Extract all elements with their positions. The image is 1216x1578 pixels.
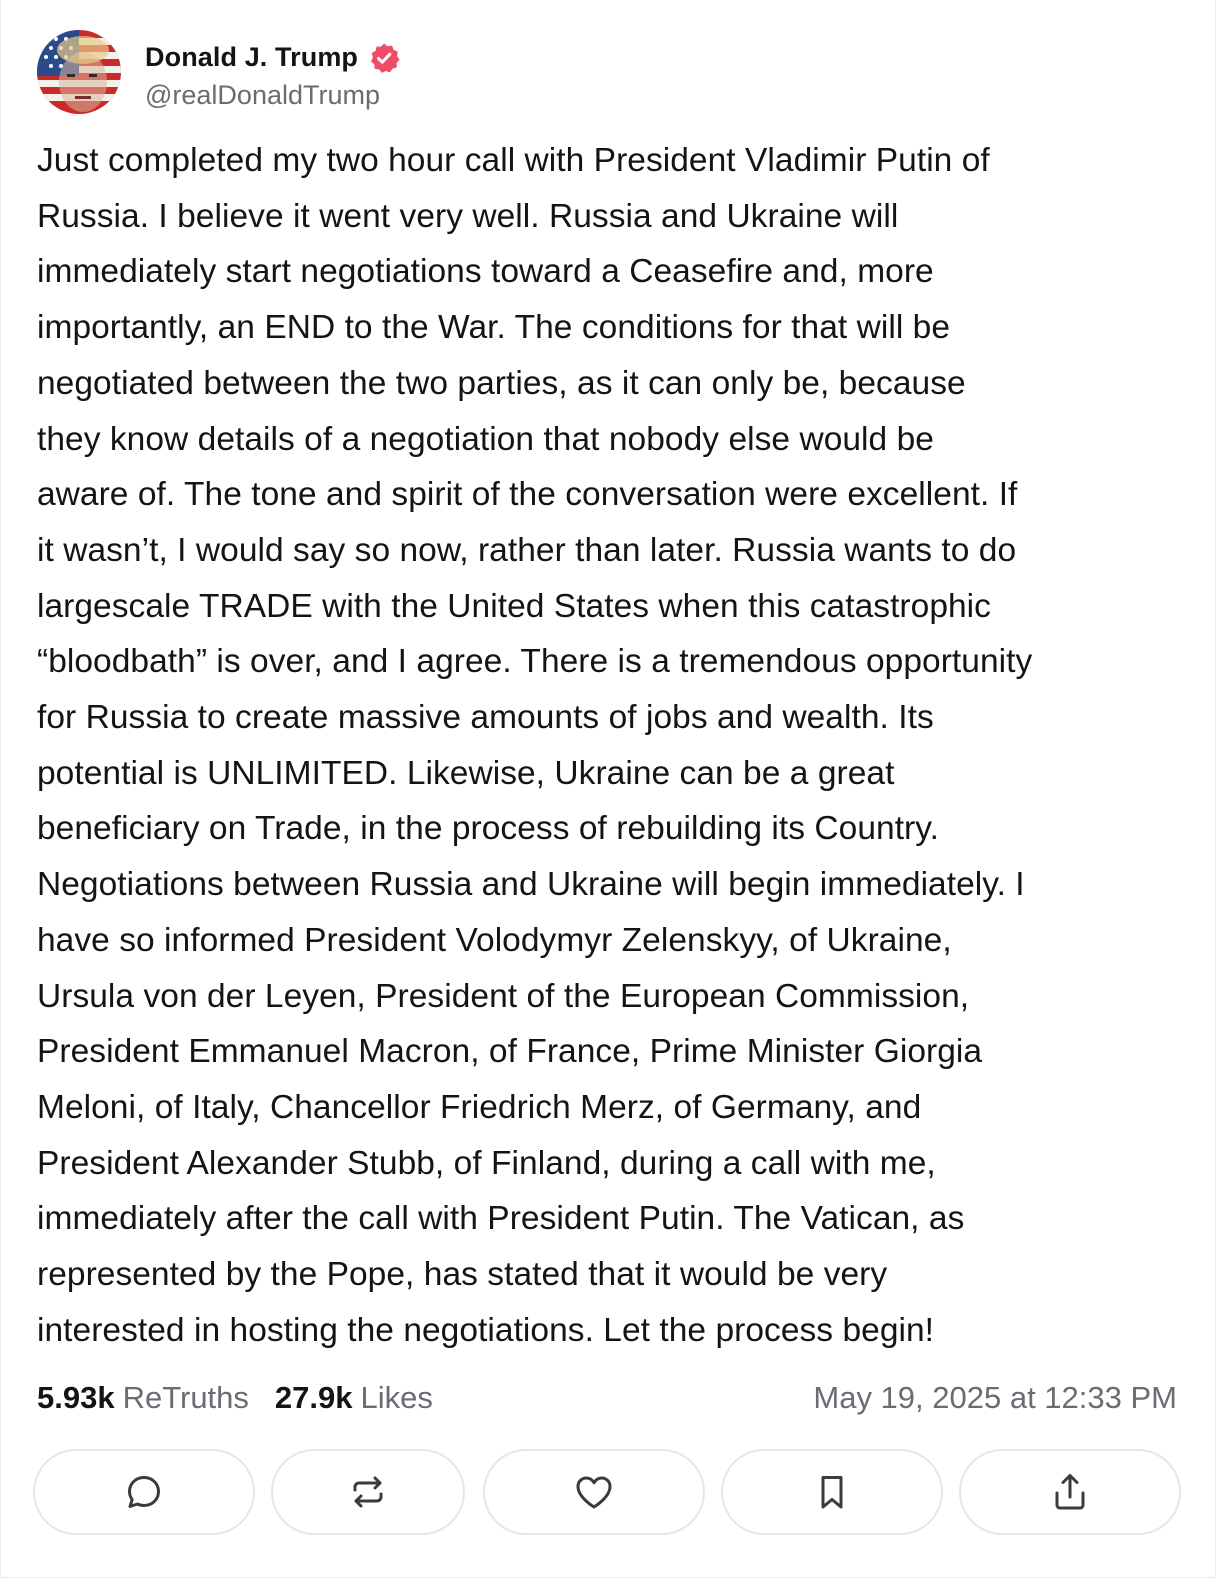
post-text-line: interested in hosting the negotiations. Let the process begin! xyxy=(37,1311,935,1349)
flag-portrait-avatar-icon xyxy=(37,30,121,114)
bookmark-button[interactable] xyxy=(721,1449,943,1535)
retruth-button[interactable] xyxy=(271,1449,465,1535)
action-bar xyxy=(33,1449,1181,1535)
post-text-line: largescale TRADE with the United States when this catastrophic xyxy=(37,587,991,625)
heart-icon xyxy=(573,1472,615,1512)
repost-icon xyxy=(348,1472,388,1512)
reply-button[interactable] xyxy=(33,1449,255,1535)
post-text-line: beneficiary on Trade, in the process of rebuilding its Country. xyxy=(37,810,939,848)
post-text-line: it wasn’t, I would say so now, rather than later. Russia wants to do xyxy=(37,531,1017,569)
post-text-line: importantly, an END to the War. The conditions for that will be xyxy=(37,309,951,347)
post-timestamp: May 19, 2025 at 12:33 PM xyxy=(813,1380,1177,1415)
post-text-line: Meloni, of Italy, Chancellor Friedrich Merz, of Germany, and xyxy=(37,1088,922,1126)
retruths-count: 5.93k xyxy=(37,1380,115,1415)
name-row xyxy=(145,36,400,80)
post-text-line: immediately after the call with President Putin. The Vatican, as xyxy=(37,1200,965,1238)
post-text-line: have so informed President Volodymyr Zelenskyy, of Ukraine, xyxy=(37,921,952,959)
post-text-line: potential is UNLIMITED. Likewise, Ukraine can be a great xyxy=(37,754,895,792)
post-text-line: for Russia to create massive amounts of jobs and wealth. Its xyxy=(37,699,934,737)
like-button[interactable] xyxy=(483,1449,705,1535)
retruths-stat[interactable] xyxy=(37,1380,249,1416)
post-header xyxy=(37,30,400,114)
retruths-label: ReTruths xyxy=(122,1380,249,1415)
post-stats xyxy=(37,1376,1177,1420)
post-text-line: aware of. The tone and spirit of the conversation were excellent. If xyxy=(37,476,1018,514)
share-icon xyxy=(1050,1471,1090,1513)
verified-badge-icon xyxy=(368,42,400,74)
post-text xyxy=(37,133,1187,1358)
bookmark-icon xyxy=(812,1472,852,1512)
post-text-line: “bloodbath” is over, and I agree. There is a tremendous opportunity xyxy=(37,643,1033,681)
post-text-line: they know details of a negotiation that nobody else would be xyxy=(37,420,934,458)
post-text-line: Russia. I believe it went very well. Russia and Ukraine will xyxy=(37,197,899,235)
likes-stat[interactable] xyxy=(275,1380,433,1416)
author-info xyxy=(145,36,400,111)
post-text-line: immediately start negotiations toward a Ceasefire and, more xyxy=(37,253,934,291)
post-text-line: negotiated between the two parties, as it can only be, because xyxy=(37,364,966,402)
post-text-line: represented by the Pope, has stated that it would be very xyxy=(37,1256,888,1294)
avatar[interactable] xyxy=(37,30,121,114)
post-text-line: President Alexander Stubb, of Finland, during a call with me, xyxy=(37,1144,936,1182)
post-text-line: President Emmanuel Macron, of France, Prime Minister Giorgia xyxy=(37,1033,983,1071)
comment-icon xyxy=(124,1472,164,1512)
author-name[interactable]: Donald J. Trump xyxy=(145,42,359,72)
likes-label: Likes xyxy=(360,1380,433,1415)
likes-count: 27.9k xyxy=(274,1380,353,1415)
post-text-line: Ursula von der Leyen, President of the European Commission, xyxy=(37,977,970,1015)
post-text-line: Just completed my two hour call with President Vladimir Putin of xyxy=(37,142,990,179)
author-handle[interactable]: @realDonaldTrump xyxy=(145,79,380,110)
post-text-line: Negotiations between Russia and Ukraine will begin immediately. I xyxy=(37,866,1025,904)
share-button[interactable] xyxy=(959,1449,1181,1535)
